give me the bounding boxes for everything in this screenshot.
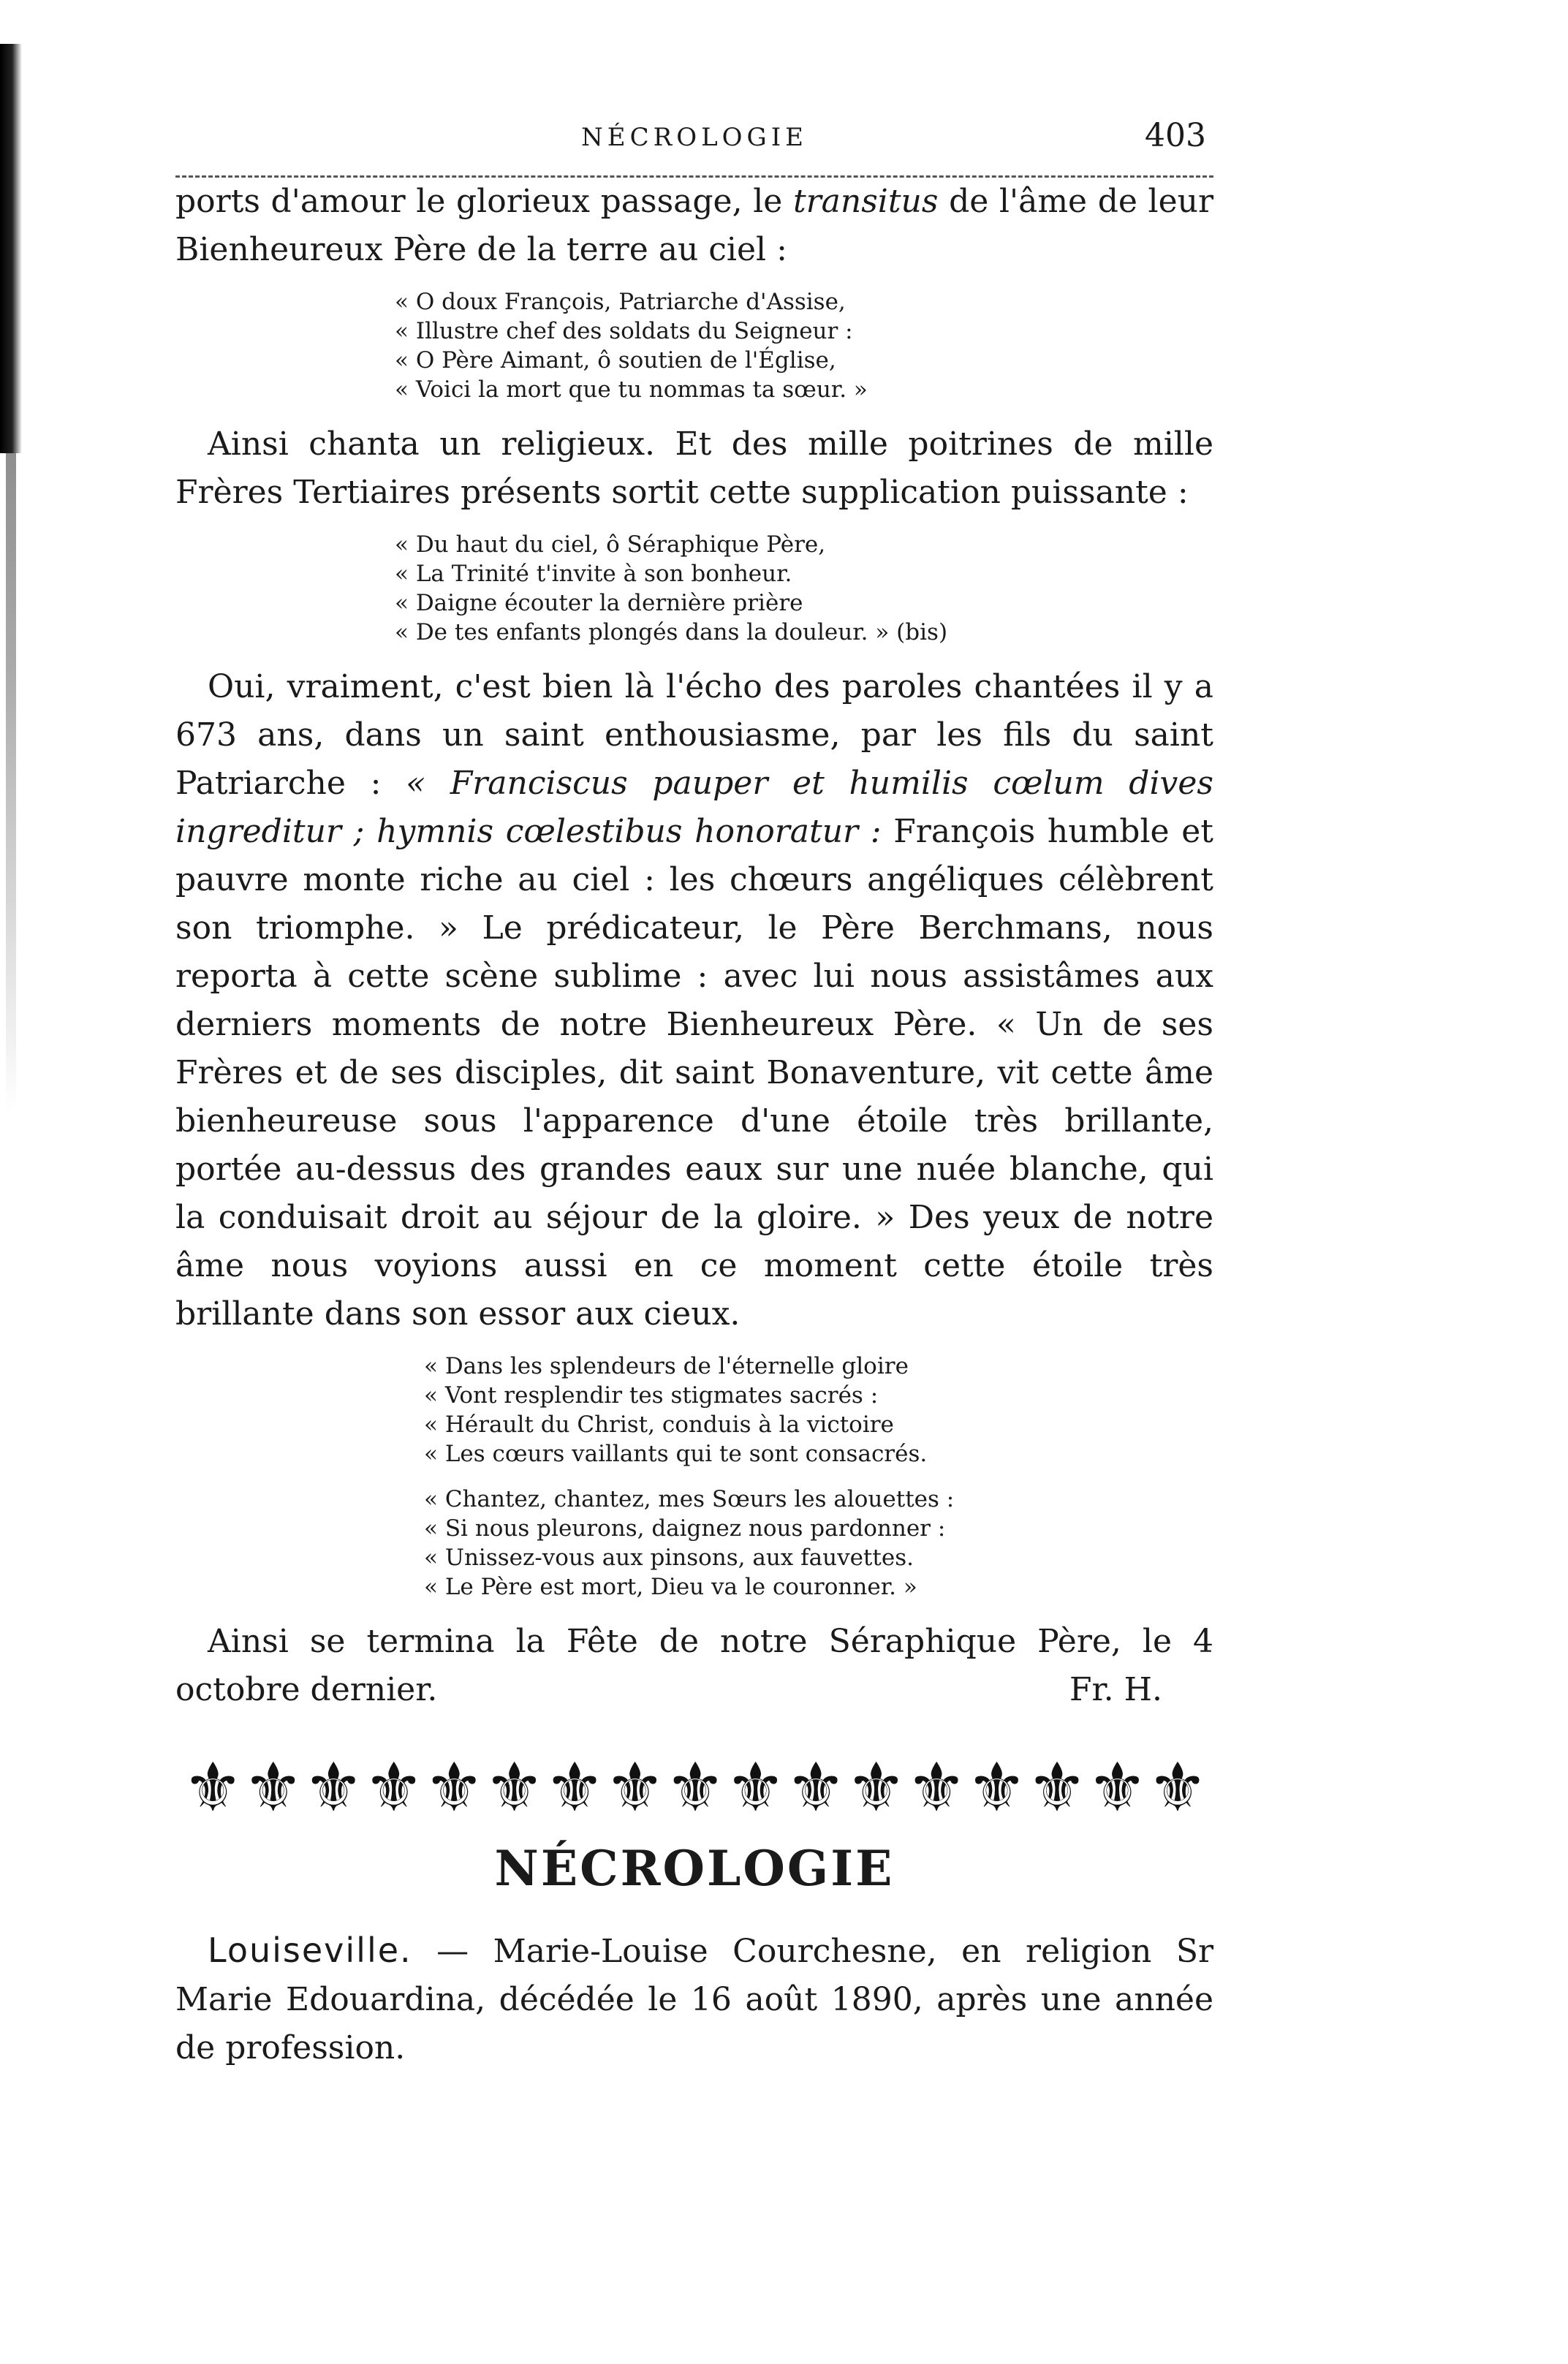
fleur-de-lis-icon: ⚜ [1026,1749,1088,1827]
fleur-de-lis-icon: ⚜ [363,1749,424,1827]
fleur-de-lis-icon: ⚜ [1087,1749,1148,1827]
paragraph-1-rest: de l'âme de leur Bienheureux Père de la terre au ciel : [175,183,1213,268]
scan-edge-shadow [0,44,22,453]
necrology-title: NÉCROLOGIE [494,1840,895,1897]
poem-line: « O doux François, Patriarche d'Assise, [395,289,846,315]
fleur-de-lis-icon: ⚜ [664,1749,726,1827]
poem-line: « Unissez-vous aux pinsons, aux fauvettes. [424,1545,914,1571]
paragraph-3-latin-quote: « Franciscus pauper et humilis cœlum dives ingreditur ; hymnis cœlestibus honoratur : [175,765,1213,850]
poem-line: « Voici la mort que tu nommas ta sœur. » [395,376,868,403]
paragraph-3 [175,663,1213,1338]
fleur-de-lis-icon: ⚜ [484,1749,545,1827]
closing-paragraph [175,1618,1213,1714]
poem-line: « Hérault du Christ, conduis à la victoire [424,1412,894,1438]
fleur-de-lis-icon: ⚜ [846,1749,906,1827]
fleur-de-lis-icon: ⚜ [423,1749,485,1827]
page [175,110,1213,2072]
fleur-de-lis-icon: ⚜ [544,1749,605,1827]
poem-line: « De tes enfants plongés dans la douleur. » (bis) [395,619,948,645]
fleur-de-lis-icon: ⚜ [1147,1749,1208,1827]
poem-line: « Si nous pleurons, daignez nous pardonner : [424,1515,946,1542]
poem-line: « Le Père est mort, Dieu va le couronner. » [424,1574,917,1600]
poem-line: « Du haut du ciel, ô Séraphique Père, [395,531,826,558]
paragraph-4-text: Ainsi se termina la Fête de notre Séraphique Père, le 4 octobre dernier. [175,1623,1213,1708]
paragraph-2: Ainsi chanta un religieux. Et des mille poitrines de mille Frères Tertiaires présents sortit cette supplication puissante : [175,425,1213,511]
poem-line: « Illustre chef des soldats du Seigneur : [395,318,853,344]
fleur-de-lis-ornament-band [183,1748,1206,1828]
fleur-de-lis-icon: ⚜ [243,1749,303,1827]
fleur-de-lis-icon: ⚜ [966,1749,1027,1827]
page-header [175,110,1213,178]
paragraph-1-italic: transitus [792,183,939,220]
poem-stanza-4 [424,1485,1213,1602]
paragraph-1-start: ports d'amour le glorieux passage, le [175,183,783,220]
fleur-de-lis-icon: ⚜ [785,1749,847,1827]
poem-line: « Les cœurs vaillants qui te sont consacrés. [424,1441,928,1467]
poem-stanza-2 [395,530,1213,647]
necrology-entry [175,1926,1213,2072]
page-number: 403 [1145,117,1206,154]
poem-stanza-3 [424,1352,1213,1469]
paragraph-4 [175,1618,1213,1714]
running-head: NÉCROLOGIE [581,123,808,152]
poem-line: « Daigne écouter la dernière prière [395,590,803,616]
poem-line: « Vont resplendir tes stigmates sacrés : [424,1382,879,1409]
necrology-place: Louiseville. [208,1931,412,1970]
poem-stanza-1 [395,287,1213,404]
poem-line: « O Père Aimant, ô soutien de l'Église, [395,347,836,374]
fleur-de-lis-icon: ⚜ [183,1749,243,1827]
fleur-de-lis-icon: ⚜ [725,1749,786,1827]
necrology-text: — Marie-Louise Courchesne, en religion Sr Marie Edouardina, décédée le 16 août 1890, après une année de profession. [175,1933,1213,2066]
paragraph-3-start: Oui, vraiment, c'est bien là l'écho des paroles chantées il y a 673 ans, dans un saint enthousiasme, par les fils du saint Patriarche : [175,668,1213,802]
fleur-de-lis-icon: ⚜ [303,1749,364,1827]
poem-line: « La Trinité t'invite à son bonheur. [395,561,792,587]
poem-line: « Dans les splendeurs de l'éternelle gloire [424,1353,909,1379]
fleur-de-lis-icon: ⚜ [906,1749,967,1827]
paragraph-1 [175,178,1213,274]
signature: Fr. H. [1069,1671,1162,1708]
poem-line: « Chantez, chantez, mes Sœurs les alouettes : [424,1486,955,1512]
scan-edge-shadow-lower [6,453,16,1550]
fleur-de-lis-icon: ⚜ [605,1749,665,1827]
paragraph-3-end: François humble et pauvre monte riche au ciel : les chœurs angéliques célèbrent son triomphe. » Le prédicateur, le Père Berchmans, nous reporta à cette scène sublime : avec lui nous assistâmes aux derniers moments de notre Bienheureux Père. « Un de ses Frères et de ses disciples, dit saint Bonaventure, vit cette âme bienheureuse sous l'apparence d'une étoile très brillante, portée au-dessus des grandes eaux sur une nuée blanche, qui la conduisait droit au séjour de la gloire. » Des yeux de notre âme nous voyions aussi en ce moment cette étoile très brillante dans son essor aux cieux. [175,813,1213,1333]
